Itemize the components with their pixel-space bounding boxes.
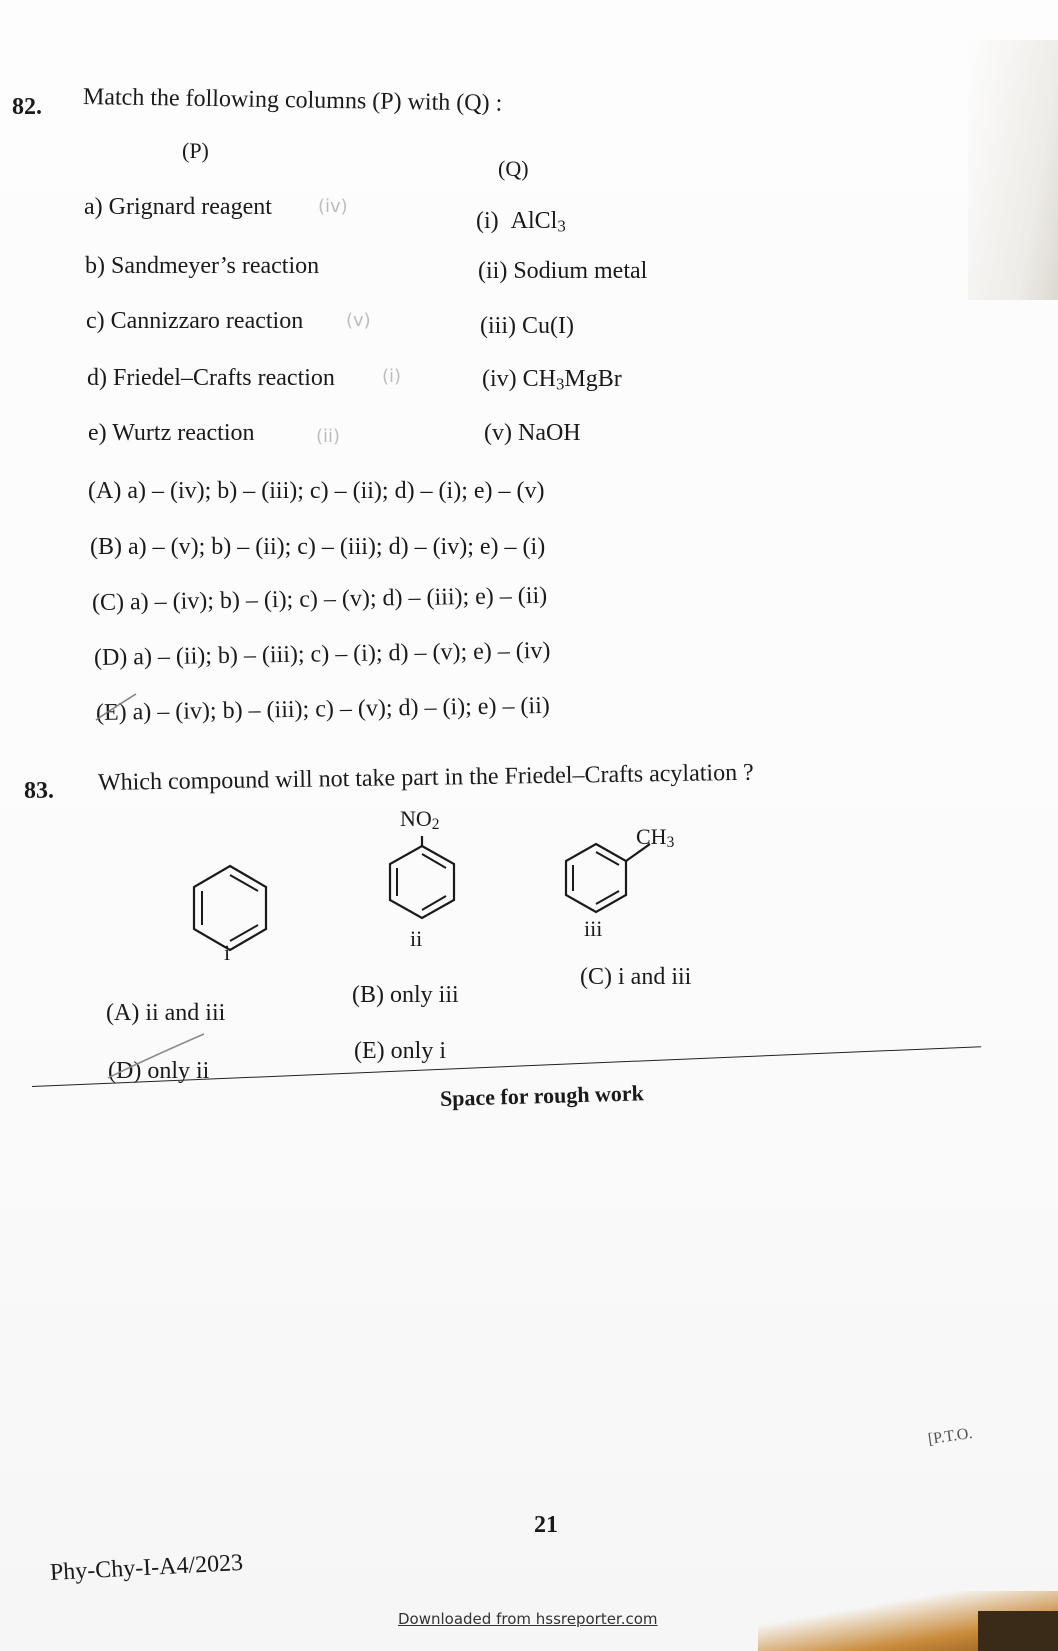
pencil-mark: (iv) (318, 196, 348, 217)
methyl-group-label: $CH_3$ (636, 824, 675, 852)
tick-mark-icon (92, 690, 142, 730)
q-item-iii: (iii) Cu(I) (480, 313, 574, 339)
q-item-ii: (ii) Sodium metal (478, 258, 648, 284)
structure-i-label: i (224, 940, 231, 965)
question-82-text: Match the following columns (P) with (Q) : (82, 84, 503, 117)
paper-code: Phy-Chy-I-A4/2023 (49, 1549, 244, 1586)
p-item-d: d) Friedel–Crafts reaction (87, 365, 335, 391)
pto-note: [P.T.O. (926, 1424, 974, 1449)
q82-option-c[interactable]: (C) a) – (iv); b) – (i); c) – (v); d) – (iii); e) – (ii) (91, 582, 548, 616)
q-item-i: (i) AlCl$_3$ (476, 208, 566, 236)
rough-work-heading: Space for rough work (439, 1080, 645, 1111)
q82-option-e[interactable]: (E) a) – (iv); b) – (iii); c) – (v); d) – (i); e) – (ii) (95, 692, 550, 726)
question-83-number: 83. (24, 778, 54, 804)
table-shadow (978, 1611, 1058, 1651)
page-edge-shadow (968, 40, 1058, 300)
structure-ii-label: ii (410, 926, 423, 951)
q83-option-b[interactable]: (B) only iii (352, 982, 459, 1008)
q83-option-c[interactable]: (C) i and iii (580, 964, 692, 990)
structure-iii-label: iii (584, 916, 603, 941)
question-83-text: Which compound will not take part in the Friedel–Crafts acylation ? (97, 759, 754, 796)
p-item-b: b) Sandmeyer’s reaction (85, 253, 320, 279)
pencil-mark: (v) (346, 310, 371, 331)
pencil-mark: (i) (382, 366, 402, 387)
q82-option-d[interactable]: (D) a) – (ii); b) – (iii); c) – (i); d) – (v); e) – (iv) (93, 637, 551, 671)
q83-option-e[interactable]: (E) only i (354, 1038, 446, 1064)
nitro-group-label: $NO_2$ (400, 806, 440, 834)
pencil-mark: (ii) (316, 426, 341, 447)
q-item-v: (v) NaOH (484, 420, 581, 446)
q82-option-b[interactable]: (B) a) – (v); b) – (ii); c) – (iii); d) – (iv); e) – (i) (90, 534, 546, 560)
page-number: 21 (534, 1512, 558, 1538)
q-item-iv: (iv) $CH_3MgBr$ (482, 366, 622, 394)
q83-option-d[interactable]: (D) only ii (108, 1058, 210, 1084)
q82-option-a[interactable]: (A) a) – (iv); b) – (iii); c) – (ii); d) – (i); e) – (v) (88, 478, 545, 504)
question-82-number: 82. (12, 94, 42, 120)
column-q-heading: (Q) (498, 156, 529, 181)
p-item-a: a) Grignard reagent (84, 194, 272, 220)
p-item-e: e) Wurtz reaction (88, 420, 255, 446)
column-p-heading: (P) (182, 138, 209, 163)
q83-option-a[interactable]: (A) ii and iii (106, 1000, 226, 1026)
p-item-c: c) Cannizzaro reaction (86, 308, 304, 334)
download-source-link[interactable]: Downloaded from hssreporter.com (398, 1610, 658, 1628)
nitrobenzene-structure-icon (384, 836, 460, 926)
